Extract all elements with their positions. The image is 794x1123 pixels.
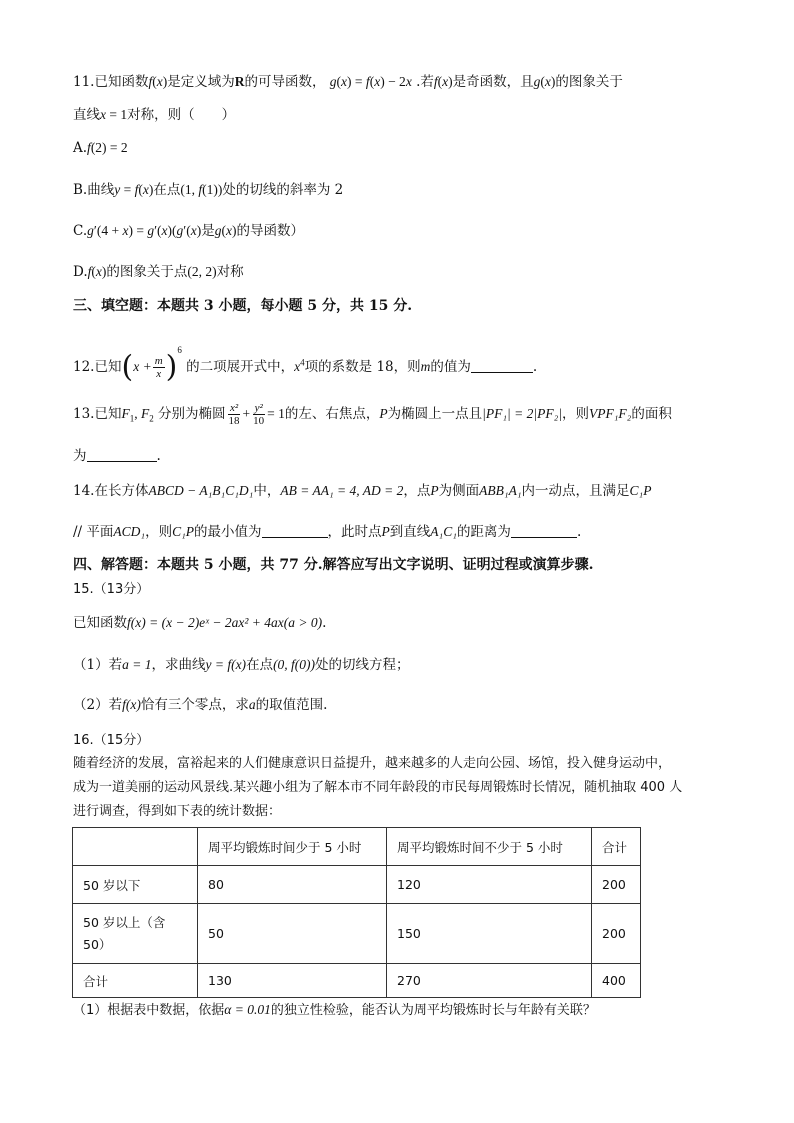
statistics-table xyxy=(72,827,641,998)
q15-part2: （2）若f(x)恰有三个零点，求a的取值范围. xyxy=(73,697,328,713)
table-header-cell xyxy=(73,828,198,866)
q11-option-d: D.f(x)的图象关于点(2, 2)对称 xyxy=(73,264,244,280)
q13-fraction-x: $\frac{\text{x²}}{18}$ xyxy=(228,402,240,427)
q11-line2: 直线x = 1对称，则（ ） xyxy=(73,107,236,123)
q16-paragraph-line2: 成为一道美丽的运动风景线.某兴趣小组为了解本市不同年龄段的市民每周锻炼时长情况，随机抽取 400 人 xyxy=(73,780,683,795)
q11-option-c: C.g′(4 + x) = g′(x)(g′(x)是g(x)的导函数） xyxy=(73,223,304,239)
table-row xyxy=(73,904,641,964)
table-header-cell: 周平均锻炼时间少于 5 小时 xyxy=(198,828,387,866)
q16-paragraph-line1: 随着经济的发展，富裕起来的人们健康意识日益提升，越来越多的人走向公园、场馆，投入健身运动中， xyxy=(73,756,672,771)
q15-heading: 15.（13分） xyxy=(73,582,150,597)
q12-answer-blank[interactable] xyxy=(471,358,533,373)
table-cell: 150 xyxy=(387,904,592,964)
q14-line2: // 平面ACD₁，则C₁P的最小值为 ，此时点P到直线A₁C₁的距离为 . xyxy=(73,524,582,540)
q13-line2: 为 . xyxy=(73,448,161,464)
q11-option-b: B.曲线y = f(x)在点(1, f(1))处的切线的斜率为 2 xyxy=(73,182,344,198)
q11-option-a: A.f(2) = 2 xyxy=(73,140,128,156)
q16-paragraph-line3: 进行调查，得到如下表的统计数据： xyxy=(73,804,282,819)
q13-fraction-y: $\frac{\text{y²}}{10}$ xyxy=(253,402,265,427)
q12-fraction: $\frac{m}{x}$ xyxy=(154,355,163,380)
q14-line1: 14.在长方体ABCD − A₁B₁C₁D₁中，AB = AA₁ = 4, AD = 2，点P为侧面ABB₁A₁内一动点，且满足C₁P xyxy=(73,483,652,499)
q16-heading: 16.（15分） xyxy=(73,733,150,748)
table-cell: 400 xyxy=(592,964,641,998)
table-cell: 200 xyxy=(592,866,641,904)
section-4-heading: 四、解答题：本题共 5 小题，共 77 分.解答应写出文字说明、证明过程或演算步骤. xyxy=(73,557,594,573)
q16-part1: （1）根据表中数据，依据α = 0.01的独立性检验，能否认为周平均锻炼时长与年龄有关联？ xyxy=(73,1002,596,1018)
table-cell: 50 岁以下 xyxy=(73,866,198,904)
table-cell: 130 xyxy=(198,964,387,998)
q11-line1: 11.已知函数f(x)是定义域为R的可导函数， g(x) = f(x) − 2x .若f(x)是奇函数，且g(x)的图象关于 xyxy=(73,74,623,90)
table-row xyxy=(73,964,641,998)
q14-answer-blank-1[interactable] xyxy=(262,523,328,538)
q13-answer-blank[interactable] xyxy=(87,447,157,462)
table-cell: 50 xyxy=(198,904,387,964)
table-header-cell: 周平均锻炼时间不少于 5 小时 xyxy=(387,828,592,866)
table-header-row xyxy=(73,828,641,866)
table-header-cell: 合计 xyxy=(592,828,641,866)
table-cell: 80 xyxy=(198,866,387,904)
q15-intro: 已知函数f(x) = (x − 2)eˣ − 2ax² + 4ax(a > 0). xyxy=(73,615,327,631)
q12: 12.已知(x + $\frac{m}{x}$ )$^6$ 的二项展开式中，$x^4$项的系数是 18，则m的值为 . xyxy=(73,345,538,385)
table-cell: 200 xyxy=(592,904,641,964)
table-cell: 270 xyxy=(387,964,592,998)
table-cell: 120 xyxy=(387,866,592,904)
q15-part1: （1）若a = 1，求曲线y = f(x)在点(0, f(0))处的切线方程； xyxy=(73,657,410,673)
q13-line1: 13.已知$F_1$, $F_2$ 分别为椭圆 $\frac{\text{x²}}{18}$ + $\frac{\text{y²}}{10}$ = 1的左、右焦点，P为椭圆上一点且|PF₁| = 2|PF₂|，则VPF₁F₂的面积 xyxy=(73,402,672,427)
table-row xyxy=(73,866,641,904)
table-cell: 合计 xyxy=(73,964,198,998)
q14-answer-blank-2[interactable] xyxy=(511,523,577,538)
table-cell: 50 岁以上（含 50） xyxy=(73,904,198,964)
section-3-heading: 三、填空题：本题共 3 小题，每小题 5 分，共 15 分. xyxy=(73,298,413,314)
